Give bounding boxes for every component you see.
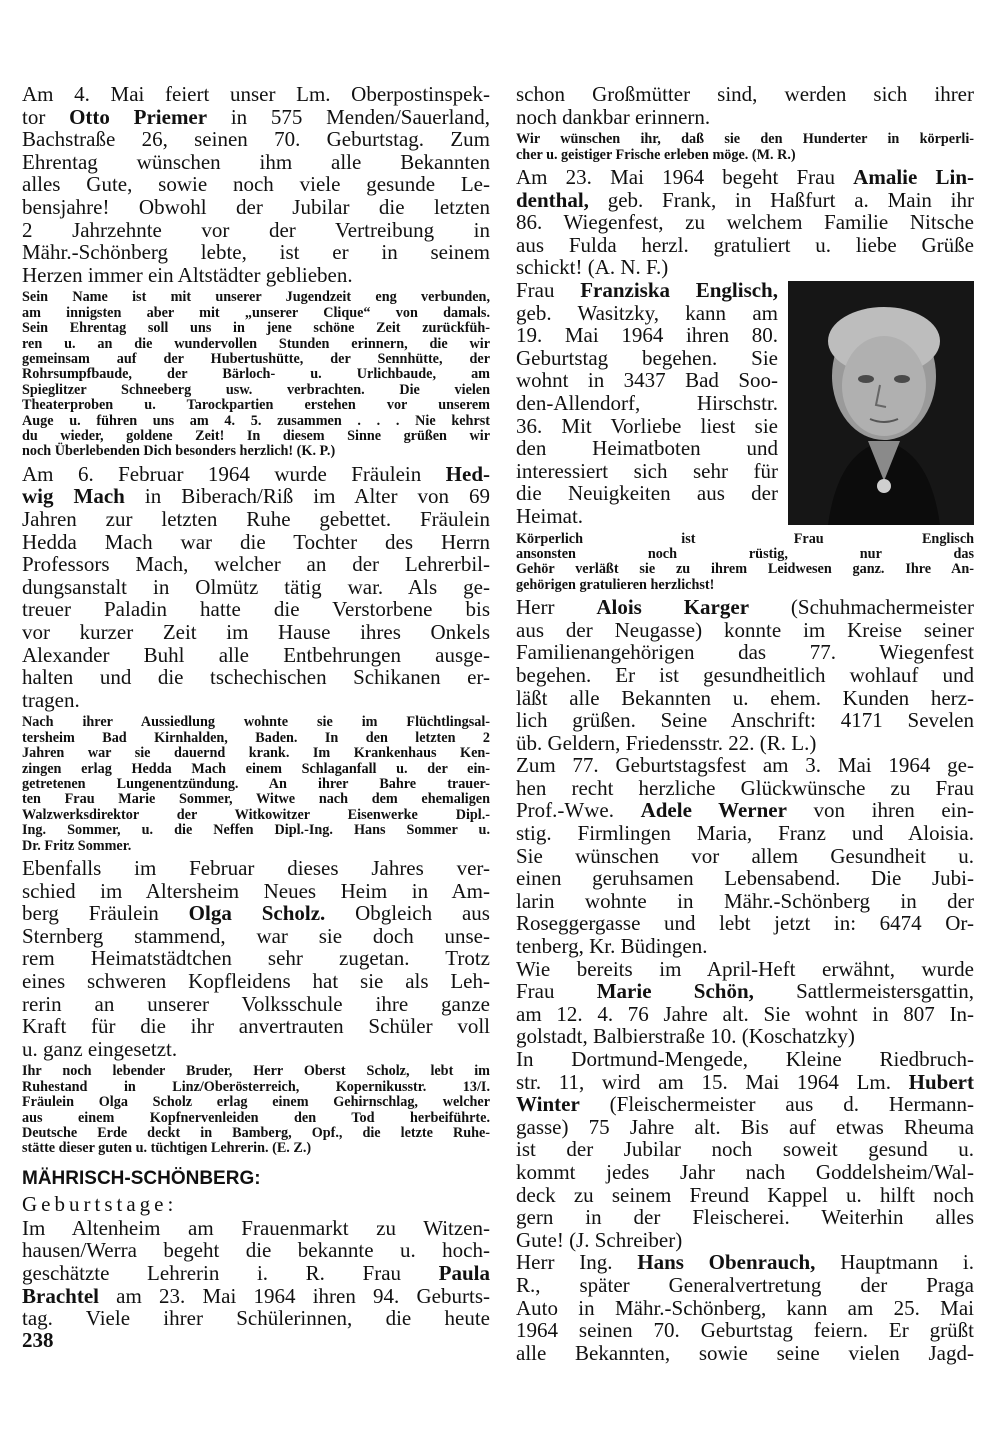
person-name: Brachtel (22, 1283, 99, 1308)
text-segment: Am 23. Mai 1964 begeht Frau (516, 165, 854, 189)
text-line: Dr. Fritz Sommer. (22, 837, 132, 854)
text-line: getretenen Lungenentzündung. An ihrer Bahre trauer- (22, 775, 490, 792)
text-line: Kraft für die ihr anvertrauten Schüler voll (22, 1014, 490, 1039)
article-paragraph (516, 596, 974, 754)
text-line (516, 166, 974, 189)
text-segment: Frau (516, 979, 597, 1004)
text-line: MÄHRISCH-SCHÖNBERG: (22, 1167, 261, 1189)
text-line (516, 189, 974, 212)
text-line: dungsanstalt in Olmütz tätig war. Als ge- (22, 574, 490, 599)
article-paragraph (22, 857, 490, 1060)
text-line (516, 980, 974, 1003)
text-segment: (Schuhmachermeister (749, 595, 974, 620)
text-line: Bachstraße 26, seinen 70. Geburtstag. Zum (22, 127, 490, 152)
person-name: Franziska Englisch, (580, 277, 778, 302)
text-line: aus einem Kopfnervenleiden den Tod herbeiführte. (22, 1109, 490, 1126)
text-line: hausen/Werra begeht die bekannte u. hoch- (22, 1238, 490, 1263)
article-paragraph (22, 463, 490, 712)
text-line: Im Altenheim am Frauenmarkt zu Witzen- (22, 1215, 490, 1240)
text-line: kommt jedes Jahr nach Goddelsheim/Wal- (516, 1159, 974, 1184)
text-line: tenberg, Kr. Büdingen. (516, 934, 708, 959)
text-line: Geburtstage: (22, 1191, 178, 1216)
text-segment: in Biberach/Riß im Alter von 69 (124, 484, 490, 509)
text-line: cher u. geistiger Frische erleben möge. (M. R.) (516, 146, 796, 163)
section-subheading (22, 1191, 490, 1217)
text-line (516, 1071, 974, 1094)
person-name: Hubert (908, 1069, 974, 1094)
text-line: 19. Mai 1964 ihren 80. (516, 323, 778, 348)
text-line: zingen erlag Hedda Mach einem Schlaganfall u. der ein- (22, 760, 490, 777)
article-paragraph (22, 83, 490, 286)
text-line: Ehrentag wünschen ihm alle Bekannten (22, 149, 490, 174)
text-segment: Frau (516, 277, 581, 302)
text-line: golstadt, Balbierstraße 10. (Koschatzky) (516, 1024, 855, 1049)
text-line: Zum 77. Geburtstagsfest am 3. Mai 1964 ge- (516, 753, 974, 778)
text-line: ist der Jubilar noch soweit gesund u. (516, 1137, 974, 1162)
person-name: Paula (438, 1260, 490, 1285)
text-line (516, 1251, 974, 1274)
text-line: Mähr.-Schönberg lebte, ist er in seinem (22, 240, 490, 265)
text-line: Nach ihrer Aussiedlung wohnte sie im Flüchtlingsal- (22, 714, 490, 731)
text-line: larin wohnte in Mähr.-Schönberg in der (516, 888, 974, 913)
text-line: 36. Mit Vorliebe liest sie (516, 413, 778, 438)
text-segment: (Fleischermeister aus d. Hermann- (579, 1092, 974, 1117)
text-line: stig. Firmlingen Maria, Franz und Aloisia. (516, 821, 974, 846)
text-line (22, 902, 490, 925)
text-line: Familienangehörigen das 77. Wiegenfest (516, 640, 974, 665)
text-line: aus der Neugasse) konnte im Kreise seiner (516, 617, 974, 642)
text-line: Sie wünschen vor allem Gesundheit u. (516, 843, 974, 868)
text-line: lich grüßen. Seine Anschrift: 4171 Sevelen (516, 708, 974, 733)
note-paragraph (516, 132, 974, 163)
page-number: 238 (22, 1328, 54, 1352)
text-line: schickt! (A. N. F.) (516, 255, 669, 280)
text-line: Roseggergasse und lebt jetzt in: 6474 Or- (516, 911, 974, 936)
text-line: den-Allendorf, Hirschstr. (516, 390, 778, 415)
text-segment: Herr (516, 595, 597, 620)
person-name: Marie Schön, (596, 979, 754, 1004)
text-line: noch dankbar erinnern. (516, 104, 711, 129)
section-heading (22, 1167, 490, 1191)
text-line (22, 1285, 490, 1308)
text-line: gemeinsam auf der Hubertushütte, der Sennhütte, der (22, 350, 490, 367)
text-line: Ing. Sommer, u. die Neffen Dipl.-Ing. Hans Sommer u. (22, 822, 490, 839)
text-line: Hedda Mach war die Tochter des Herrn (22, 529, 490, 554)
text-line: Sternberg stammend, war sie doch unse- (22, 923, 490, 948)
text-line: stätte dieser guten u. tüchtigen Lehrerin. (E. Z.) (22, 1140, 312, 1157)
text-line: Am 4. Mai feiert unser Lm. Oberpostinspek- (22, 82, 490, 106)
text-segment: geb. Frank, in Haßfurt a. Main ihr (588, 187, 974, 212)
note-paragraph (22, 1064, 490, 1156)
text-line: begehen. Er ist gesundheitlich wohlauf und (516, 662, 974, 687)
text-segment: berg Fräulein (22, 901, 189, 926)
person-name: Hed- (445, 461, 490, 486)
article-paragraph (516, 1048, 974, 1251)
text-line: Auge u. führen uns am 4. 5. zusammen . . . Nie kehrst (22, 412, 490, 429)
text-line: Gehör verläßt sie zu ihrem Leidwesen ganz. Ihre An- (516, 561, 974, 578)
text-line: In Dortmund-Mengede, Kleine Riedbruch- (516, 1047, 974, 1071)
text-line: Jahren zur letzten Ruhe gebettet. Fräulein (22, 507, 490, 531)
note-paragraph (22, 290, 490, 459)
text-segment: Am 6. Februar 1964 wurde Fräulein (22, 461, 446, 486)
text-line: Wie bereits im April-Heft erwähnt, wurde (516, 956, 974, 981)
person-name: denthal, (516, 187, 589, 212)
text-line: Geburtstag begehen. Sie (516, 345, 778, 370)
text-line (22, 485, 490, 508)
text-line: Ebenfalls im Februar dieses Jahres ver- (22, 856, 490, 880)
text-line: bensjahre! Obwohl der Jubilar die letzten (22, 194, 490, 219)
text-line: den Heimatboten und (516, 436, 778, 461)
person-name: Hans Obenrauch, (637, 1250, 816, 1275)
article-paragraph (516, 754, 974, 957)
text-line (516, 1093, 974, 1116)
text-line: 1964 seinen 70. Geburtstag feiern. Er grüßt (516, 1318, 974, 1343)
text-segment: Herr Ing. (516, 1250, 638, 1275)
text-line: tragen. (22, 687, 80, 712)
text-line (22, 1262, 490, 1285)
article-paragraph (516, 958, 974, 1048)
text-line: Theaterproben u. Tarockpartien erstehen vor unserem (22, 397, 490, 414)
text-segment: von ihren ein- (786, 798, 975, 823)
text-line: läßt alle Bekannten u. ehem. Kunden herz- (516, 685, 974, 710)
text-line: interessiert sich sehr für (516, 458, 778, 483)
text-line: Auto in Mähr.-Schönberg, kann am 25. Mai (516, 1295, 974, 1320)
text-line: alles Gute, sowie noch viele gesunde Le- (22, 172, 490, 197)
portrait-photo (788, 281, 974, 525)
person-name: Amalie Lin- (853, 165, 975, 189)
text-line (22, 106, 490, 129)
text-line: hen recht herzliche Glückwünsche zu Frau (516, 775, 974, 800)
text-line: gehörigen gratulieren herzlichst! (516, 576, 715, 593)
text-line: ansonsten noch rüstig, nur das (516, 545, 974, 562)
text-segment: Hauptmann i. (815, 1250, 975, 1275)
note-paragraph (22, 715, 490, 854)
text-line: Alexander Buhl alle Entbehrungen ausge- (22, 642, 490, 667)
text-line (516, 799, 974, 822)
text-line: deck zu seinem Freund Kappel u. hilft noch (516, 1182, 974, 1207)
text-line: schon Großmütter sind, werden sich ihrer (516, 82, 974, 106)
text-line: Deutsche Erde deckt in Bamberg, Opf., die letzte Ruhe- (22, 1124, 490, 1141)
text-segment: tor (22, 104, 70, 129)
text-line: üb. Geldern, Friedensstr. 22. (R. L.) (516, 730, 817, 755)
text-line: 2 Jahrzehnte vor der Vertreibung in (22, 217, 490, 242)
text-line: Professors Mach, welcher an der Lehrerbil- (22, 552, 490, 577)
article-paragraph (516, 279, 974, 528)
text-line: Walzwerksdirektor der Witkowitzer Eisenwerke Dipl.- (22, 806, 490, 823)
text-segment: Prof.-Wwe. (516, 798, 641, 823)
text-line: halten und die tschechischen Schikanen er- (22, 665, 490, 690)
text-line: Fräulein Olga Scholz erlag einem Gehirnschlag, welcher (22, 1094, 490, 1111)
text-line: Rohrsumpfbaude, der Bärloch- u. Urlichbaude, am (22, 366, 490, 383)
text-segment: str. 11, wird am 15. Mai 1964 Lm. (516, 1069, 909, 1094)
text-line: am 12. 4. 76 Jahre alt. Sie wohnt in 807 In- (516, 1001, 974, 1026)
text-line: die Neuigkeiten aus der (516, 481, 778, 506)
text-line: 86. Wiegenfest, zu welchem Familie Nitsche (516, 210, 974, 235)
text-line: vor kurzer Zeit im Hause ihres Onkels (22, 619, 490, 644)
text-line: aus Fulda herzl. gratuliert u. liebe Grüße (516, 232, 974, 257)
text-line: ten Frau Marie Sommer, Witwe nach dem ehemaligen (22, 791, 490, 808)
text-line: Jahren war sie dauernd krank. Im Krankenhaus Ken- (22, 745, 490, 762)
text-line: R., später Generalvertretung der Praga (516, 1272, 974, 1297)
text-line: einen geruhsamen Lebensabend. Die Jubi- (516, 866, 974, 891)
text-segment: in 575 Menden/Sauerland, (207, 104, 491, 129)
text-line: Sein Ehrentag soll uns in jene schöne Zeit zurückfüh- (22, 320, 490, 337)
text-line: rem Heimatstädtchen sehr zugetan. Trotz (22, 946, 490, 971)
text-line (516, 596, 974, 619)
text-line: gern in der Fleischerei. Weiterhin alles (516, 1205, 974, 1230)
text-line: treuer Paladin hatte die Verstorbene bis (22, 597, 490, 622)
article-paragraph (516, 83, 974, 128)
text-segment: geschätzte Lehrerin i. R. Frau (22, 1260, 439, 1285)
text-segment: Sattlermeistersgattin, (753, 979, 975, 1004)
article-paragraph (516, 166, 974, 279)
note-paragraph (516, 532, 974, 594)
person-name: Adele Werner (640, 798, 787, 823)
text-line: Spieglitzer Schneeberg usw. verbrachten. Die vielen (22, 381, 490, 398)
text-line: Wir wünschen ihr, daß sie den Hunderter in körperli- (516, 131, 974, 148)
text-line: Sein Name ist mit unserer Jugendzeit eng verbunden, (22, 289, 490, 306)
text-line: Gute! (J. Schreiber) (516, 1227, 683, 1252)
person-name: Olga Scholz. (188, 901, 326, 926)
text-line: am innigsten aber mit „unserer Clique“ von damals. (22, 304, 490, 321)
text-line: eines schweren Kopfleidens hat sie als Leh- (22, 968, 490, 993)
person-name: Alois Karger (596, 595, 750, 620)
text-line: schied im Altersheim Neues Heim in Am- (22, 878, 490, 903)
text-line: Ruhestand in Linz/Oberösterreich, Kopernikusstr. 13/I. (22, 1078, 490, 1095)
text-line: ren u. an die wundervollen Stunden erinnern, die wir (22, 335, 490, 352)
text-line: alle Bekannten, sowie seine vielen Jagd- (516, 1340, 974, 1365)
text-line: u. ganz eingesetzt. (22, 1036, 178, 1061)
text-line: du wieder, goldene Zeit! In diesem Sinne grüßen wir (22, 428, 490, 444)
text-line: Ihr noch lebender Bruder, Herr Oberst Scholz, lebt im (22, 1063, 490, 1080)
text-line: rerin an unserer Volksschule ihre ganze (22, 991, 490, 1016)
left-column (22, 83, 490, 1330)
person-name: Winter (516, 1092, 580, 1117)
text-line: Körperlich ist Frau Englisch (516, 530, 974, 547)
text-line: Herzen immer ein Altstädter geblieben. (22, 262, 353, 287)
text-segment: Obgleich aus (325, 901, 490, 926)
article-paragraph (22, 1217, 490, 1330)
text-line: tersheim Bad Kirnhalden, Baden. In den letzten 2 (22, 729, 490, 746)
right-column (516, 83, 974, 1364)
person-name: Otto Priemer (69, 104, 208, 129)
article-paragraph (516, 1251, 974, 1364)
text-line: noch Überlebenden Dich besonders herzlich! (K. P.) (22, 443, 336, 460)
text-line (22, 463, 490, 486)
person-name: wig Mach (22, 484, 125, 509)
text-line: wohnt in 3437 Bad Soo- (516, 368, 778, 393)
text-line: gasse) 75 Jahre alt. Bis auf etwas Rheuma (516, 1114, 974, 1139)
text-line: Heimat. (516, 503, 584, 528)
text-line: geb. Wasitzky, kann am (516, 300, 778, 325)
text-segment: am 23. Mai 1964 ihren 94. Geburts- (98, 1283, 490, 1308)
text-line: tag. Viele ihrer Schülerinnen, die heute (22, 1306, 490, 1331)
